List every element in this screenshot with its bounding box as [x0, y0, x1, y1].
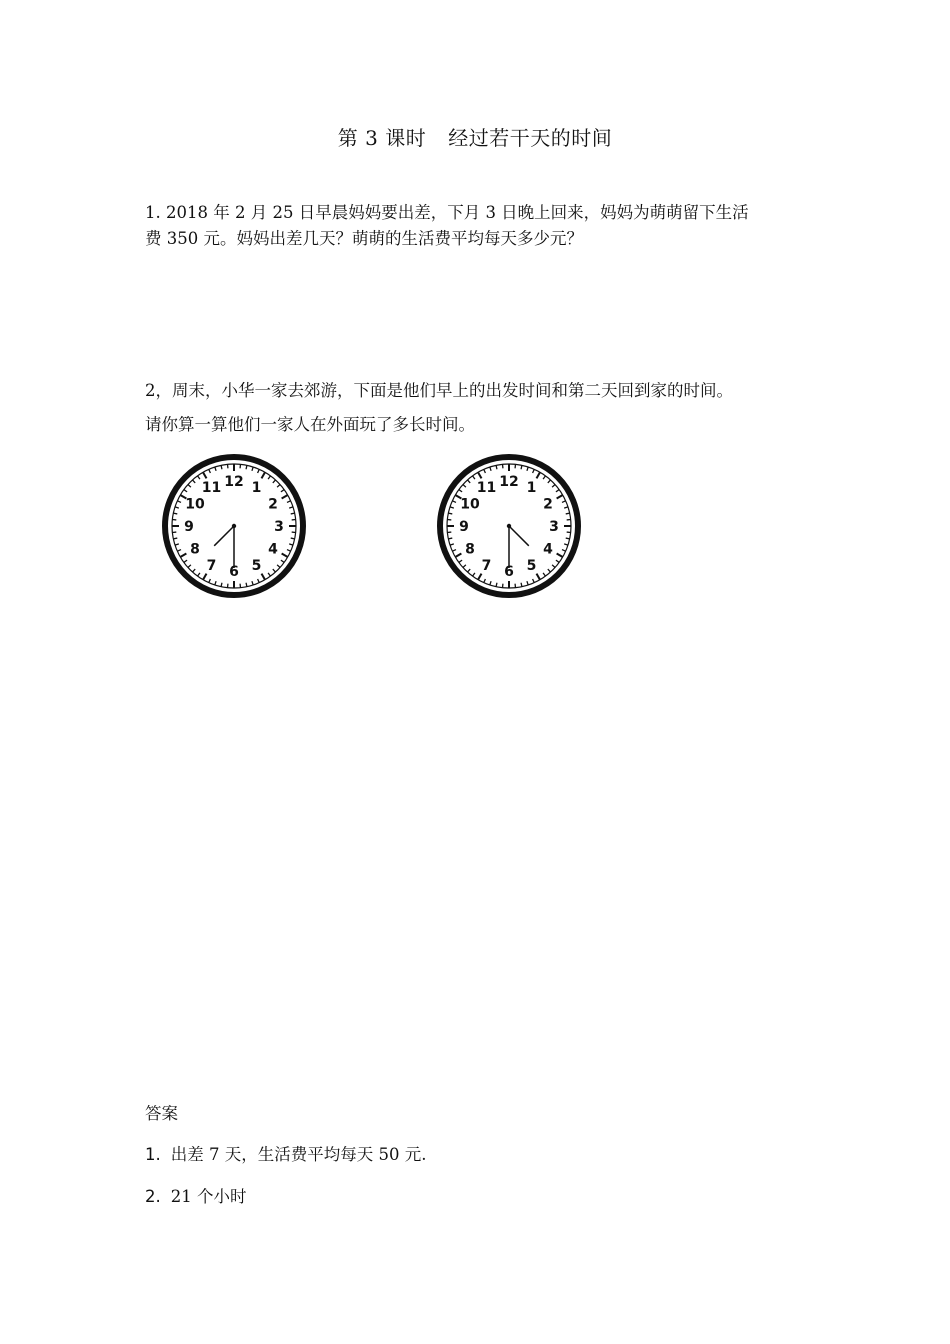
minute-tick — [448, 538, 452, 539]
clock-numeral: 12 — [499, 474, 519, 490]
clock-numeral: 10 — [185, 496, 205, 513]
question-2-line-2: 请你算一算他们一家人在外面玩了多长时间。 — [145, 415, 475, 434]
answer-1-number: 1. — [145, 1145, 161, 1164]
center-pin — [232, 524, 236, 528]
answer-2-text: 21 个小时 — [170, 1187, 247, 1206]
question-1-line-1: 1. 2018 年 2 月 25 日早晨妈妈要出差，下月 3 日晚上回来，妈妈为萌萌留下生活 — [145, 203, 749, 222]
clock-numeral: 4 — [543, 541, 553, 558]
clock-numeral: 10 — [460, 496, 480, 513]
clock-numeral: 3 — [549, 519, 559, 535]
minute-tick — [173, 538, 177, 539]
minute-tick — [566, 513, 570, 514]
clock-numeral: 1 — [251, 480, 262, 497]
departure-clock — [160, 452, 308, 600]
return-clock — [435, 452, 583, 600]
minute-tick — [246, 583, 247, 587]
answer-1 — [145, 1141, 426, 1165]
clock-numeral: 6 — [504, 564, 514, 580]
clock-numeral: 4 — [268, 541, 278, 558]
minute-tick — [496, 583, 497, 587]
clock-numeral: 12 — [224, 474, 244, 490]
clock-numeral: 11 — [476, 480, 497, 497]
lesson-number: 第 3 课时 — [337, 126, 427, 150]
minute-tick — [173, 513, 177, 514]
question-2 — [145, 374, 825, 442]
minute-tick — [246, 465, 247, 469]
minute-tick — [566, 538, 570, 539]
answer-heading: 答案 — [145, 1104, 178, 1123]
answer-2 — [145, 1183, 247, 1207]
minute-tick — [496, 465, 497, 469]
clock-numeral: 11 — [201, 480, 222, 497]
question-1 — [145, 200, 825, 252]
clock-numeral: 2 — [543, 496, 553, 513]
clock-numeral: 8 — [190, 541, 200, 558]
clock-numeral: 6 — [229, 564, 239, 580]
clock-numeral: 9 — [184, 519, 194, 535]
lesson-topic: 经过若干天的时间 — [448, 126, 613, 150]
minute-tick — [521, 465, 522, 469]
minute-tick — [291, 538, 295, 539]
minute-tick — [521, 583, 522, 587]
minute-tick — [448, 513, 452, 514]
clock-numeral: 2 — [268, 496, 278, 513]
clock-numeral: 5 — [251, 557, 262, 574]
minute-tick — [221, 583, 222, 587]
question-2-line-1: 2，周末，小华一家去郊游，下面是他们早上的出发时间和第二天回到家的时间。 — [145, 381, 733, 400]
page-title — [0, 122, 950, 151]
clock-numeral: 7 — [481, 557, 492, 574]
clock-numeral: 8 — [465, 541, 475, 558]
answer-1-text: 出差 7 天，生活费平均每天 50 元. — [170, 1145, 427, 1164]
answer-2-number: 2. — [145, 1187, 161, 1206]
minute-tick — [291, 513, 295, 514]
center-pin — [507, 524, 511, 528]
clock-numeral: 5 — [526, 557, 537, 574]
clock-numeral: 7 — [206, 557, 217, 574]
question-1-line-2: 费 350 元。妈妈出差几天？萌萌的生活费平均每天多少元？ — [145, 229, 583, 248]
clock-numeral: 3 — [274, 519, 284, 535]
clock-numeral: 1 — [526, 480, 537, 497]
minute-tick — [221, 465, 222, 469]
clock-numeral: 9 — [459, 519, 469, 535]
